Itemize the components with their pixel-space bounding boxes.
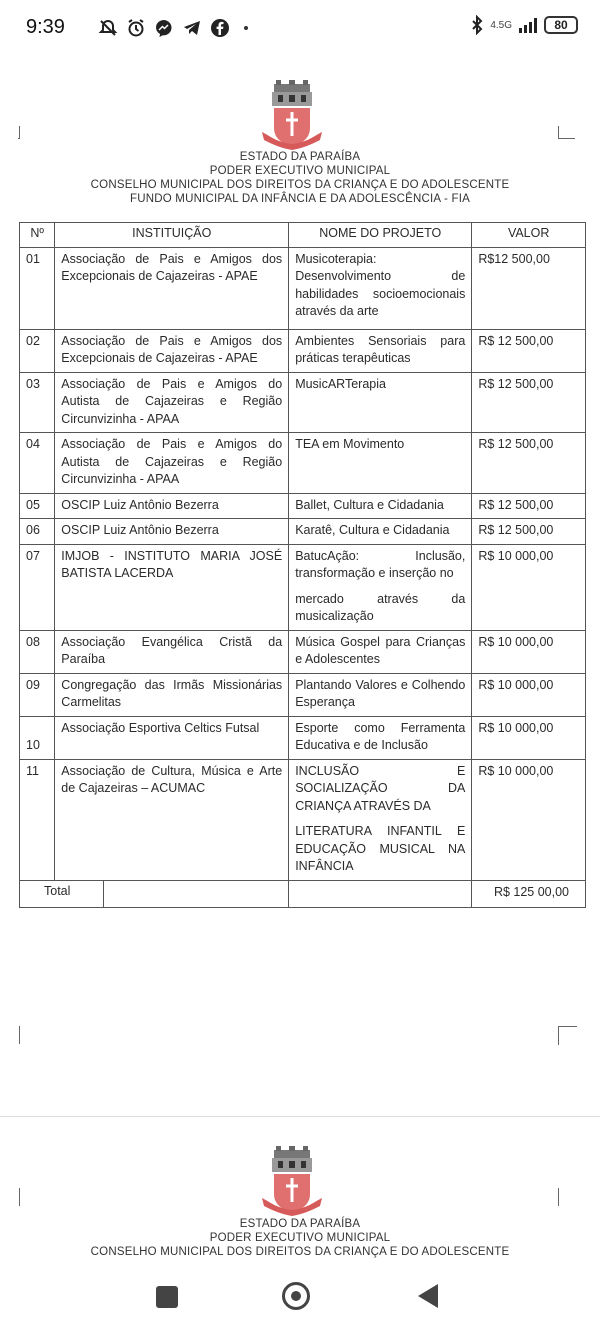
row-number: 09 xyxy=(20,673,55,716)
total-label-cell xyxy=(20,880,289,907)
row-institution: Associação Evangélica Cristã da Paraíba xyxy=(55,630,289,673)
page-corner-mark xyxy=(18,1026,20,1044)
table-row xyxy=(20,433,586,494)
row-project: Esporte como Ferramenta Educativa e de Inclusão xyxy=(289,716,472,759)
table-row xyxy=(20,716,586,759)
clock: 9:39 xyxy=(26,16,65,38)
page-separator xyxy=(0,1116,600,1117)
table-row xyxy=(20,673,586,716)
table-row xyxy=(20,493,586,519)
notification-icons xyxy=(98,17,248,39)
table-row xyxy=(20,247,586,329)
row-institution: OSCIP Luiz Antônio Bezerra xyxy=(55,519,289,545)
row-institution: IMJOB - INSTITUTO MARIA JOSÉ BATISTA LACERDA xyxy=(55,544,289,630)
row-number: 10 xyxy=(20,716,55,759)
row-project-part1: INCLUSÃO E SOCIALIZAÇÃO DA CRIANÇA ATRAVÉS DA xyxy=(295,763,466,813)
table-row xyxy=(20,329,586,372)
header-state: ESTADO DA PARAÍBA xyxy=(239,1218,361,1230)
page-corner-mark xyxy=(558,1026,577,1045)
home-button[interactable] xyxy=(282,1282,310,1310)
row-project: TEA em Movimento xyxy=(289,433,472,494)
row-project xyxy=(289,759,472,880)
signal-icon xyxy=(518,17,538,33)
table-row xyxy=(20,519,586,545)
row-institution: Associação de Pais e Amigos do Autista de Cajazeiras e Região Circunvizinha - APAA xyxy=(55,372,289,433)
total-empty-cell xyxy=(289,880,472,907)
table-row xyxy=(20,759,586,880)
row-value: R$ 12 500,00 xyxy=(472,519,586,545)
row-number: 04 xyxy=(20,433,55,494)
back-button[interactable] xyxy=(418,1284,438,1308)
row-value: R$ 10 000,00 xyxy=(472,759,586,880)
facebook-icon xyxy=(210,18,230,38)
header-executive: PODER EXECUTIVO MUNICIPAL xyxy=(209,165,391,177)
row-number: 11 xyxy=(20,759,55,880)
page-corner-mark xyxy=(558,1188,560,1206)
projects-table xyxy=(19,222,586,908)
page-corner-mark xyxy=(18,126,20,139)
column-header-number: Nº xyxy=(20,223,55,248)
header-fund: FUNDO MUNICIPAL DA INFÂNCIA E DA ADOLESCÊNCIA - FIA xyxy=(130,193,470,205)
more-notifications-dot xyxy=(244,26,248,30)
column-header-project: NOME DO PROJETO xyxy=(289,223,472,248)
total-label: Total xyxy=(20,881,104,907)
header-state: ESTADO DA PARAÍBA xyxy=(239,151,361,163)
column-header-institution: INSTITUIÇÃO xyxy=(55,223,289,248)
row-project xyxy=(289,544,472,630)
system-icons xyxy=(470,15,578,35)
row-institution: Associação de Pais e Amigos dos Excepcionais de Cajazeiras - APAE xyxy=(55,329,289,372)
row-value: R$ 10 000,00 xyxy=(472,630,586,673)
row-institution: OSCIP Luiz Antônio Bezerra xyxy=(55,493,289,519)
battery-indicator: 80 xyxy=(544,16,578,34)
row-project: Ballet, Cultura e Cidadania xyxy=(289,493,472,519)
column-header-value: VALOR xyxy=(472,223,586,248)
row-value: R$ 12 500,00 xyxy=(472,493,586,519)
alarm-icon xyxy=(126,18,146,38)
row-project: Karatê, Cultura e Cidadania xyxy=(289,519,472,545)
recent-apps-button[interactable] xyxy=(156,1286,178,1308)
municipal-coat-of-arms-icon xyxy=(260,1146,324,1218)
page-corner-mark xyxy=(18,1188,20,1206)
table-header-row xyxy=(20,223,586,248)
messenger-icon xyxy=(154,18,174,38)
muted-alarm-icon xyxy=(98,18,118,38)
row-value: R$ 10 000,00 xyxy=(472,544,586,630)
row-project-part1: BatucAção: Inclusão, transformação e inserção no xyxy=(295,548,466,580)
page-corner-mark xyxy=(558,126,575,139)
row-project: Ambientes Sensoriais para práticas terapêuticas xyxy=(289,329,472,372)
header-executive: PODER EXECUTIVO MUNICIPAL xyxy=(209,1232,391,1244)
row-value: R$ 10 000,00 xyxy=(472,673,586,716)
row-value: R$12 500,00 xyxy=(472,247,586,329)
row-number: 02 xyxy=(20,329,55,372)
total-value: R$ 125 00,00 xyxy=(472,880,586,907)
table-row xyxy=(20,630,586,673)
row-number: 07 xyxy=(20,544,55,630)
table-row xyxy=(20,544,586,630)
row-institution: Associação de Cultura, Música e Arte de Cajazeiras – ACUMAC xyxy=(55,759,289,880)
row-number: 05 xyxy=(20,493,55,519)
row-number: 03 xyxy=(20,372,55,433)
row-institution: Associação de Pais e Amigos dos Excepcionais de Cajazeiras - APAE xyxy=(55,247,289,329)
bluetooth-icon xyxy=(470,15,484,35)
document-header xyxy=(20,150,580,206)
header-council: CONSELHO MUNICIPAL DOS DIREITOS DA CRIANÇA E DO ADOLESCENTE xyxy=(90,1246,510,1258)
telegram-icon xyxy=(182,18,202,38)
row-number: 06 xyxy=(20,519,55,545)
row-institution: Congregação das Irmãs Missionárias Carmelitas xyxy=(55,673,289,716)
home-icon xyxy=(291,1291,301,1301)
municipal-coat-of-arms-icon xyxy=(260,80,324,152)
row-project: MusicARTerapia xyxy=(289,372,472,433)
row-value: R$ 12 500,00 xyxy=(472,329,586,372)
document-header-page2 xyxy=(20,1217,580,1259)
row-project: Musicoterapia: Desenvolvimento de habilidades socioemocionais através da arte xyxy=(289,247,472,329)
row-project-part2: mercado através da musicalização xyxy=(295,591,466,623)
status-bar xyxy=(0,0,600,56)
row-number: 01 xyxy=(20,247,55,329)
row-project: Música Gospel para Crianças e Adolescentes xyxy=(289,630,472,673)
row-project-part2: LITERATURA INFANTIL E EDUCAÇÃO MUSICAL NA INFÂNCIA xyxy=(295,824,466,873)
table-row xyxy=(20,372,586,433)
row-value: R$ 12 500,00 xyxy=(472,433,586,494)
row-institution: Associação de Pais e Amigos do Autista de Cajazeiras e Região Circunvizinha - APAA xyxy=(55,433,289,494)
row-value: R$ 10 000,00 xyxy=(472,716,586,759)
row-project: Plantando Valores e Colhendo Esperança xyxy=(289,673,472,716)
header-council: CONSELHO MUNICIPAL DOS DIREITOS DA CRIANÇA E DO ADOLESCENTE xyxy=(90,179,510,191)
network-type: 4.5G xyxy=(490,19,512,31)
table-total-row xyxy=(20,880,586,907)
row-number: 08 xyxy=(20,630,55,673)
navigation-bar xyxy=(0,1262,600,1333)
row-institution: Associação Esportiva Celtics Futsal xyxy=(55,716,289,759)
row-value: R$ 12 500,00 xyxy=(472,372,586,433)
